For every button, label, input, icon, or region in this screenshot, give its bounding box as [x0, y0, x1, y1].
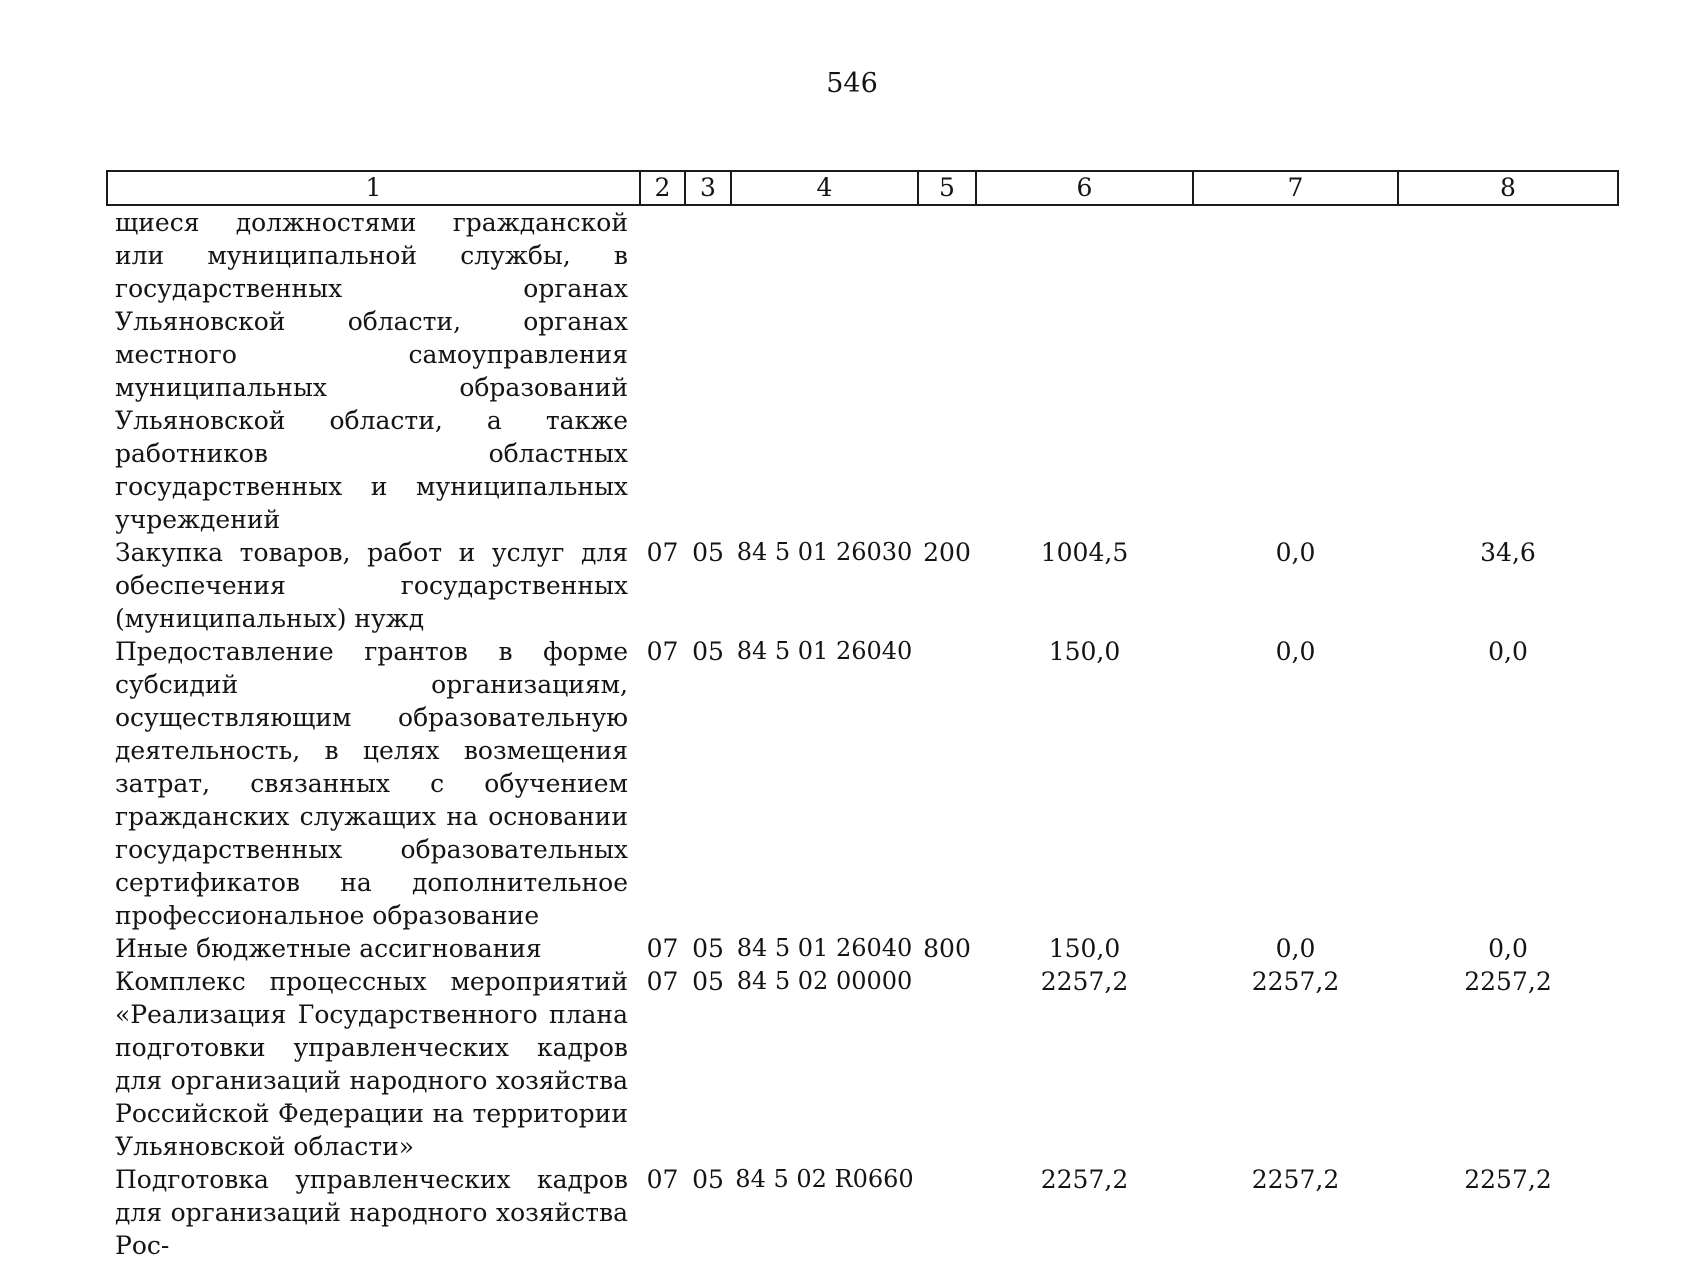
section-code: 07 [646, 637, 679, 666]
amount-col-7: 0,0 [1275, 538, 1316, 567]
amount-col-6 [976, 205, 1193, 536]
row-name: Иные бюджетные ассигнования [115, 934, 542, 963]
row-name: Комплекс процессных мероприятий «Реализация Государственного плана подготовки управленческих кадров для организаций народного хозяйства Российской Федерации на территории Ульяновской области» [115, 967, 628, 1161]
table-row [107, 932, 1618, 965]
header-col-8: 8 [1398, 171, 1618, 205]
target-article-code: 84 5 01 26040 [736, 934, 913, 962]
amount-col-6: 2257,2 [1040, 1165, 1129, 1194]
page-number: 546 [826, 68, 878, 99]
target-article-code: 84 5 02 00000 [736, 967, 913, 995]
amount-col-6: 2257,2 [1040, 967, 1129, 996]
target-article-code [731, 205, 918, 536]
table-row [107, 1163, 1618, 1262]
subsection-code: 05 [692, 934, 724, 963]
header-row [107, 171, 1618, 205]
expense-type-code [918, 205, 976, 536]
target-article-code: 84 5 01 26040 [736, 637, 913, 665]
target-article-code: 84 5 01 26030 [736, 538, 913, 566]
section-code: 07 [646, 967, 679, 996]
row-name: щиеся должностями гражданской или муниципальной службы, в государственных органах Ульяновской области, органах местного самоуправления муниципальных образований Ульяновской области, а также работников областных государственных и муниципальных учреждений [115, 208, 628, 534]
table-header [107, 171, 1618, 205]
header-col-7: 7 [1193, 171, 1398, 205]
header-col-2: 2 [640, 171, 685, 205]
expense-type-code: 800 [923, 934, 971, 963]
section-code: 07 [646, 538, 679, 567]
amount-col-7: 2257,2 [1251, 967, 1340, 996]
table-row [107, 965, 1618, 1163]
row-name: Предоставление грантов в форме субсидий организациям, осуществляющим образовательную деятельность, в целях возмещения затрат, связанных с обучением гражданских служащих на основании государственных образовательных сертификатов на дополнительное профессиональное образование [115, 637, 628, 930]
subsection-code: 05 [692, 1165, 724, 1194]
amount-col-8: 34,6 [1480, 538, 1536, 567]
amount-col-6: 150,0 [1048, 637, 1121, 666]
amount-col-8: 2257,2 [1464, 1165, 1552, 1194]
header-col-5: 5 [918, 171, 976, 205]
expense-type-code [918, 965, 976, 1163]
expense-type-code [918, 1163, 976, 1262]
section-code [640, 205, 685, 536]
table-row [107, 635, 1618, 932]
budget-table [106, 170, 1619, 1262]
header-col-3: 3 [685, 171, 731, 205]
amount-col-7: 2257,2 [1251, 1165, 1340, 1194]
table-row [107, 536, 1618, 635]
subsection-code: 05 [692, 637, 724, 666]
expense-type-code [918, 635, 976, 932]
section-code: 07 [646, 1165, 679, 1194]
amount-col-7: 0,0 [1275, 637, 1316, 666]
amount-col-8: 0,0 [1488, 934, 1528, 963]
amount-col-7: 0,0 [1275, 934, 1316, 963]
amount-col-8 [1398, 205, 1618, 536]
section-code: 07 [646, 934, 679, 963]
header-col-1: 1 [107, 171, 640, 205]
row-name: Закупка товаров, работ и услуг для обеспечения государственных (муниципальных) нужд [115, 538, 628, 633]
amount-col-6: 150,0 [1048, 934, 1121, 963]
subsection-code [685, 205, 731, 536]
amount-col-6: 1004,5 [1040, 538, 1129, 567]
amount-col-8: 0,0 [1488, 637, 1528, 666]
expense-type-code: 200 [923, 538, 971, 567]
amount-col-8: 2257,2 [1464, 967, 1552, 996]
subsection-code: 05 [692, 967, 724, 996]
amount-col-7 [1193, 205, 1398, 536]
table-body [107, 205, 1618, 1262]
header-col-4: 4 [731, 171, 918, 205]
table-row [107, 205, 1618, 536]
target-article-code: 84 5 02 R0660 [735, 1165, 914, 1193]
subsection-code: 05 [692, 538, 724, 567]
row-name: Подготовка управленческих кадров для организаций народного хозяйства Рос- [115, 1165, 628, 1260]
header-col-6: 6 [976, 171, 1193, 205]
